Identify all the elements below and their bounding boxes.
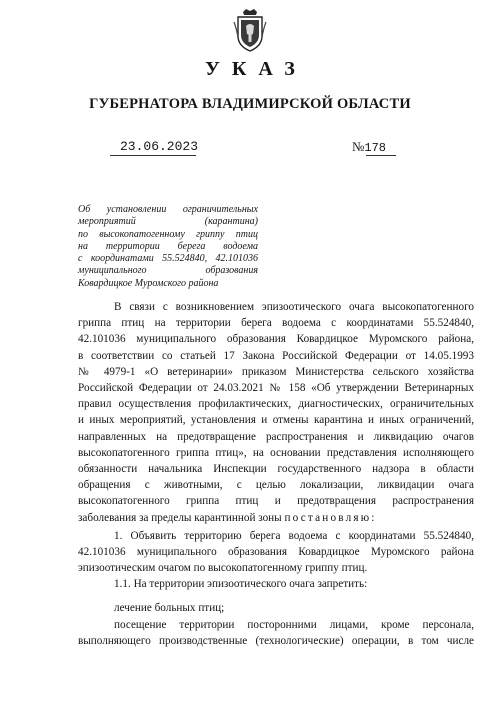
text-line: правил осуществления профилактических, диагностических, ограничительных [78, 398, 474, 411]
text-line: 42.101036 муниципального образования Ковардицкое Муромского района, [78, 333, 474, 346]
subject-line: на территории берега водоема [78, 240, 258, 252]
text-line: В связи с возникновением эпизоотического очага высокопатогенного [114, 301, 474, 313]
preamble-paragraph [78, 299, 474, 526]
subject-line: муниципального образования [78, 265, 258, 277]
number-value: 178 [364, 141, 387, 155]
decree-number [352, 139, 386, 155]
item-1-paragraph [78, 528, 474, 577]
number-prefix: № [352, 139, 365, 154]
text-line: в соответствии со статьей 17 Закона Российской Федерации от 14.05.1993 [78, 349, 474, 362]
text-line: выполняющего производственные (технологические) операции, в том числе [78, 635, 474, 648]
text-line: 1.1. На территории эпизоотического очага запретить: [114, 578, 368, 590]
text-line: 42.101036 муниципального образования Ковардицкое Муромского района [78, 546, 474, 559]
preamble-last-text: заболевания за пределы карантинной зоны [78, 511, 282, 524]
text-line: лечение больных птиц; [114, 602, 225, 614]
text-line [78, 510, 474, 526]
decree-date: 23.06.2023 [120, 139, 199, 154]
text-line: посещение территории посторонними лицами, кроме персонала, [114, 619, 474, 631]
document-title: УКАЗ [205, 58, 307, 80]
subject-line: по высокопатогенному гриппу птиц [78, 228, 258, 240]
text-line: обращения с животными, с целью локализации, ликвидации очага [78, 479, 474, 492]
subject-line: с координатами 55.524840, 42.101036 [78, 253, 258, 265]
text-line: высокопатогенного гриппа птиц», на основании представления исполняющего [78, 446, 474, 459]
item-1-1-paragraph [78, 576, 474, 592]
coat-of-arms-emblem [232, 8, 268, 52]
prohibition-item [78, 600, 474, 616]
decree-subject [78, 204, 258, 290]
subject-line: мероприятий (карантина) [78, 216, 258, 228]
subject-line: Ковардицкое Муромского района [78, 277, 219, 289]
text-line: обязанности начальника Инспекции государственного надзора в области [78, 463, 474, 476]
prohibition-item [78, 617, 474, 649]
decree-keyword: постановляю: [284, 511, 377, 524]
subject-line: Об установлении ограничительных [78, 204, 258, 215]
date-underline [110, 155, 196, 156]
text-line: эпизоотическим очагом по высокопатогенному гриппу птиц. [78, 562, 368, 575]
number-underline [366, 155, 396, 156]
text-line: и иных мероприятий, установления и отмены карантина и иных ограничений, [78, 414, 474, 427]
document-subtitle: ГУБЕРНАТОРА ВЛАДИМИРСКОЙ ОБЛАСТИ [89, 96, 411, 112]
text-line: гриппа птиц на территории берега водоема с координатами 55.524840, [78, 317, 474, 330]
text-line: направленных на предотвращение распространения и ликвидацию очагов [78, 430, 474, 443]
text-line: № 4979-1 «О ветеринарии» приказом Министерства сельского хозяйства [78, 365, 474, 378]
text-line: 1. Объявить территорию берега водоема с координатами 55.524840, [114, 530, 474, 542]
text-line: высокопатогенного гриппа птиц и предотвращения распространения [78, 495, 474, 508]
text-line: Российской Федерации от 24.03.2021 № 158 «Об утверждении Ветеринарных [78, 382, 474, 395]
